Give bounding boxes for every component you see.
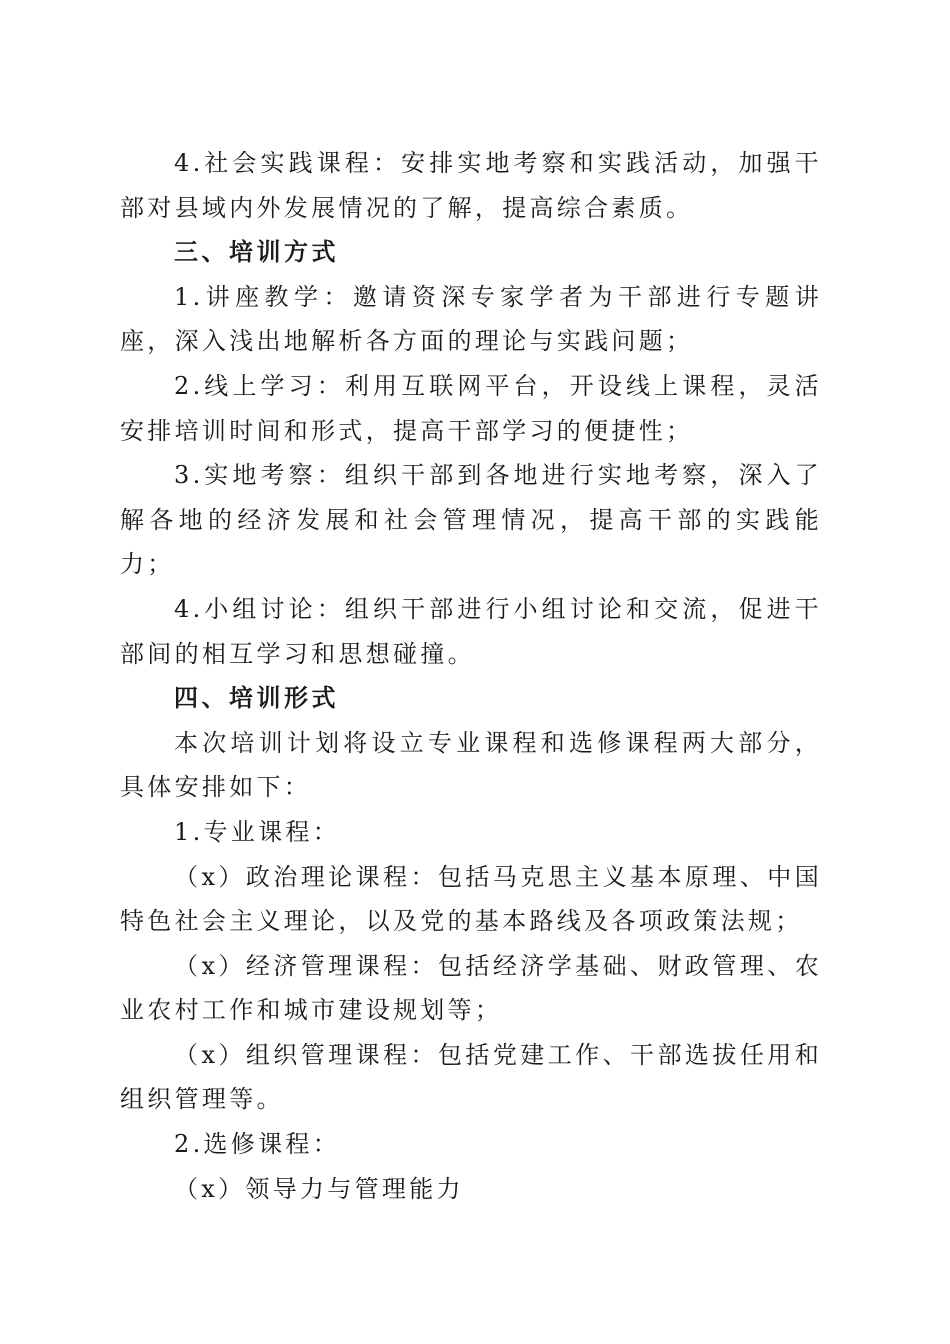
- section-heading-training-forms: 四、培训形式: [174, 684, 339, 713]
- paragraph-professional-courses: 1.专业课程：: [174, 817, 340, 846]
- document-body: [120, 141, 822, 1211]
- list-item-economic-management: （x）经济管理课程：包括经济学基础、财政管理、农业农村工作和城市建设规划等；: [120, 951, 822, 1025]
- paragraph-elective-courses: 2.选修课程：: [174, 1130, 340, 1159]
- paragraph-social-practice-course: 4.社会实践课程：安排实地考察和实践活动，加强干部对县域内外发展情况的了解，提高综合素质。: [120, 149, 822, 222]
- paragraph-field-investigation: 3.实地考察：组织干部到各地进行实地考察，深入了解各地的经济发展和社会管理情况，提高干部的实践能力；: [120, 461, 822, 579]
- list-item-political-theory: （x）政治理论课程：包括马克思主义基本原理、中国特色社会主义理论，以及党的基本路线及各项政策法规；: [120, 862, 822, 936]
- paragraph-lecture-teaching: 1.讲座教学：邀请资深专家学者为干部进行专题讲座，深入浅出地解析各方面的理论与实践问题；: [120, 282, 822, 356]
- section-heading-training-methods: 三、培训方式: [174, 238, 339, 267]
- list-item-leadership: （x）领导力与管理能力: [174, 1174, 464, 1203]
- list-item-organization-management: （x）组织管理课程：包括党建工作、干部选拔任用和组织管理等。: [120, 1040, 822, 1114]
- paragraph-online-learning: 2.线上学习：利用互联网平台，开设线上课程，灵活安排培训时间和形式，提高干部学习的便捷性；: [120, 371, 822, 445]
- paragraph-group-discussion: 4.小组讨论：组织干部进行小组讨论和交流，促进干部间的相互学习和思想碰撞。: [120, 594, 822, 668]
- paragraph-plan-overview: 本次培训计划将设立专业课程和选修课程两大部分，具体安排如下：: [120, 728, 822, 802]
